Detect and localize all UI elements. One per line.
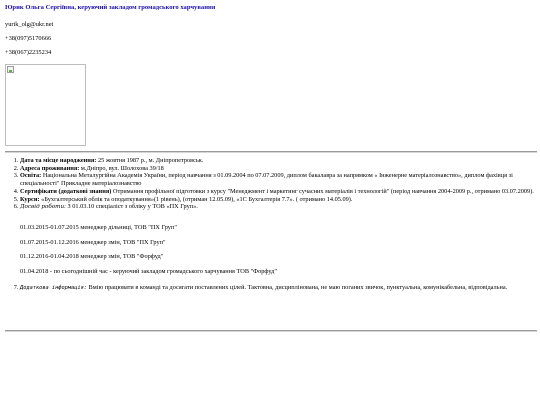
list-item-education [20,172,540,187]
experience-text: З 01.03.10 спеціаліст з обліку у ТОВ «ПХ Груп». [65,203,198,211]
divider-top [5,151,537,153]
certificates-text: Отримання профільної підготовки з курсу "Менеджмент і маркетинг сучасних матеріалів і технологій" (період навчання 2004-2009 р., отримано 03.07.2009). [111,187,534,195]
birth-text: 25 жовтня 1987 р., м. Дніпропетровськ. [96,157,204,164]
job-entry [20,268,277,276]
additional-info-label: Додаткова інформація: [20,285,87,291]
job-entry [20,239,166,247]
address-text: м.Дніпро, вул. Шолохова 39/18 [79,164,164,172]
courses-label: Курси: [20,195,40,203]
list-item-courses [20,196,540,204]
job-entry [20,253,163,261]
list-item-address [20,165,540,173]
birth-label: Дата та місце народження: [20,157,97,164]
job-entry [20,224,177,232]
profile-photo [5,64,86,146]
email-text: yurik_olg@ukr.net [5,21,54,28]
additional-info-text: Вмію працювати в команді та досягати поставлених цілей. Тактовна, дисциплінована, не маю поганих звичок, пунктуальна, комунікабельна, відповідальна. [86,284,508,291]
list-item-experience [20,203,540,212]
job-entry-text: 01.12.2016-01.04.2018 менеджер змін, ТОВ "Форфуд" [20,253,164,260]
resume-list-extra [5,284,540,293]
phone-secondary-text: +38(067)2235234 [5,49,52,56]
list-item-additional-info [20,284,540,293]
list-item-certificates [20,188,540,196]
resume-list [5,157,540,212]
education-text: Національна Металургійна Академія України, період навчання з 01.09.2004 по 07.07.2009, диплом бакалавра за напрямком « Інженерне матеріалознавство», диплом фахівця зі спеціальності" Прикладне матеріалознавство [20,172,513,188]
job-entry-text: 01.03.2015-01.07.2015 менеджер дільниці, ТОВ "ПХ Груп" [20,224,177,231]
courses-text: «Бухгалтерський облік та оподаткування»(1 рівень), (отриман 12.05.09), «1С Бухгалтерія 7.7». ( отримано 14.05.09). [39,195,353,203]
address-label: Адреса проживання: [20,164,80,172]
education-label: Освіта: [20,172,42,180]
list-item-birth [20,157,540,165]
job-entry-text: 01.07.2015-01.12.2016 менеджер змін, ТОВ "ПХ Груп" [20,239,166,246]
phone-primary-text: +38(097)5170666 [5,35,52,42]
divider-bottom [5,330,537,332]
certificates-label: Сертифікати (додаткові знання) [20,187,112,195]
broken-image-icon [7,66,14,73]
page-title: Юрик Ольга Сергіївна, керуючий закладом громадського харчування [5,4,216,11]
experience-label: Досвід роботи: [20,204,66,211]
job-entry-text: 01.04.2018 - по сьогоднішній час - керуючий закладом громадського харчування ТОВ "Форфуд" [20,268,277,275]
